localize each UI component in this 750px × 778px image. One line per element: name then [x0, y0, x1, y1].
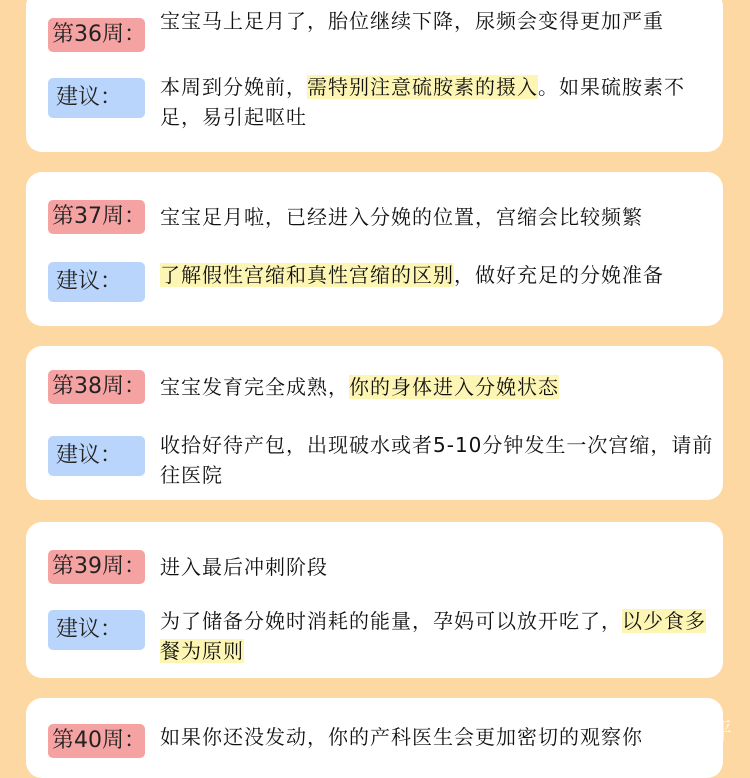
- week-label: 第38周：: [48, 370, 145, 404]
- week-description: [160, 202, 719, 232]
- week-description: [160, 6, 719, 36]
- highlighted-text: 以少食多餐为原则: [160, 609, 706, 663]
- text-segment: 进入最后冲刺阶段: [160, 555, 328, 579]
- highlighted-text: 需特别注意硫胺素的摄入: [307, 75, 538, 99]
- week-card: [26, 172, 723, 326]
- advice-text: [160, 430, 719, 490]
- text-segment: 为了储备分娩时消耗的能量，孕妈可以放开吃了，: [160, 609, 622, 633]
- highlighted-text: 你的身体进入分娩状态: [349, 375, 559, 399]
- watermark: 大众点评: [636, 717, 732, 745]
- text-segment: 如果你还没发动，你的产科医生会更加密切的观察你: [160, 725, 643, 749]
- week-description: [160, 372, 719, 402]
- text-segment: 宝宝马上足月了，胎位继续下降，尿频会变得更加严重: [160, 9, 664, 33]
- advice-text: [160, 606, 719, 666]
- text-segment: 宝宝足月啦，已经进入分娩的位置，宫缩会比较频繁: [160, 205, 643, 229]
- week-card: [26, 0, 723, 152]
- advice-text: [160, 260, 719, 290]
- week-label: 第39周：: [48, 550, 145, 584]
- week-card: [26, 522, 723, 678]
- week-card: [26, 346, 723, 500]
- week-description: [160, 552, 719, 582]
- text-segment: ，做好充足的分娩准备: [454, 263, 664, 287]
- advice-label: 建议：: [48, 610, 145, 650]
- text-segment: 。如果硫胺素不足，易引起呕吐: [160, 75, 685, 129]
- week-label: 第40周：: [48, 724, 145, 758]
- advice-label: 建议：: [48, 78, 145, 118]
- highlighted-text: 了解假性宫缩和真性宫缩的区别: [160, 263, 454, 287]
- week-label: 第37周：: [48, 200, 145, 234]
- advice-label: 建议：: [48, 436, 145, 476]
- text-segment: 宝宝发育完全成熟，: [160, 375, 349, 399]
- week-card: [26, 698, 723, 778]
- text-segment: 本周到分娩前，: [160, 75, 307, 99]
- text-segment: 收拾好待产包，出现破水或者5-10分钟发生一次宫缩，请前往医院: [160, 433, 714, 487]
- week-label: 第36周：: [48, 18, 145, 52]
- advice-text: [160, 72, 719, 132]
- advice-label: 建议：: [48, 262, 145, 302]
